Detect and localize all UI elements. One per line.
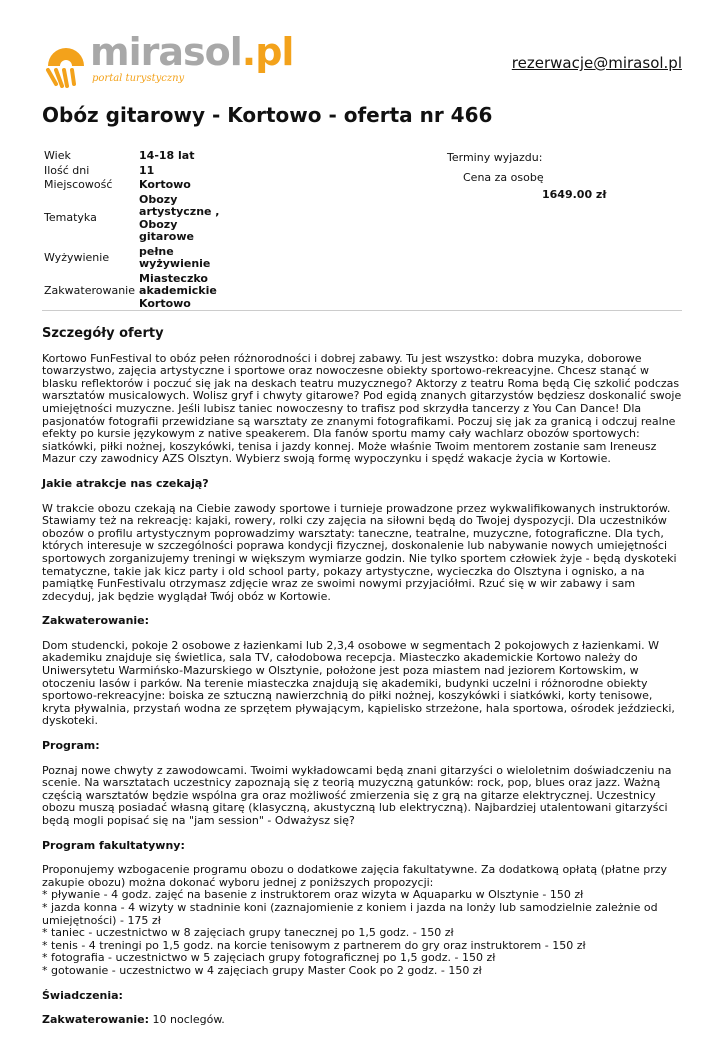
optional-program-heading: Program fakultatywny:	[42, 838, 185, 852]
info-row	[42, 149, 233, 164]
benefits-accommodation-value: 10 noclegów.	[149, 1013, 225, 1027]
optional-item: * jazda konna - 4 wizyty w stadninie koni (zaznajomienie z koniem i jazda na lonży lub samodzielnie zależnie od umiejętności) - 175 zł	[42, 900, 658, 927]
price-label: Cena za osobę	[463, 171, 544, 184]
info-value-days: 11	[139, 163, 155, 177]
sun-logo-icon	[42, 40, 90, 88]
info-label-accommodation: Zakwaterowanie	[44, 284, 136, 297]
mirasol-logo[interactable]	[42, 30, 294, 92]
logo-wordmark	[90, 30, 293, 74]
email-link[interactable]: rezerwacje@mirasol.pl	[511, 54, 682, 72]
logo-name: mirasol	[90, 30, 242, 74]
accommodation-paragraph: Dom studencki, pokoje 2 osobowe z łazienkami lub 2,3,4 osobowe w segmentach 2 pokojowych z łazienkami. W akademiku znajduje się świetlica, sala TV, całodobowa recepcja. Miasteczko akademickie Kortowo należy do Uniwersytetu Warmińsko-Mazurskiego w Olsztynie, położone jest poza miastem nad jeziorem Kortowskim, w otoczeniu lasów i parków. Na terenie miasteczka znajdują się akademiki, budynki uczelni i różnorodne obiekty sportowo-rekreacyjne: boiska ze sztuczną nawierzchnią do piłki nożnej, koszykówki i siatkówki, korty tenisowe, kryta pływalnia, przystań wodna ze sprzętem pływającym, kąpielisko strzeżone, hala sportowa, ośrodek jeździecki, dyskoteki.	[42, 638, 675, 728]
attractions-paragraph: W trakcie obozu czekają na Ciebie zawody sportowe i turnieje prowadzone przez wykwalifikowanych instruktorów. Stawiamy też na rekreację: kajaki, rowery, rolki czy zajęcia na siłowni będą do Twojej dyspozycji. Dla uczestników obozów o profilu artystycznym poprowadzimy warsztaty: taneczne, teatralne, muzyczne, fotograficzne. Dla tych, których interesuje w szczególności poprawa kondycji fizycznej, doskonalenie lub nabywanie nowych umiejętności sportowych zorganizujemy treningi w większym wymiarze godzin. Nie tylko sportem człowiek żyje - będą dyskoteki tematyczne, takie jak kicz party i old school party, pokazy artystyczne, wycieczka do Olsztyna i ognisko, a na pamiątkę FunFestivalu otrzymasz zdjęcie wraz ze swoimi nowymi przyjaciółmi. Rzuć się w wir zabawy i sam zdecyduj, jak będzie wyglądał Twój obóz w Kortowie.	[42, 501, 677, 603]
section-divider	[42, 310, 682, 311]
offer-details	[42, 328, 684, 1039]
benefits-accommodation	[42, 1014, 684, 1027]
info-label-days: Ilość dni	[44, 163, 90, 177]
departure-terms-label: Terminy wyjazdu:	[447, 151, 543, 164]
info-row	[42, 178, 233, 193]
info-value-board: pełne wyżywienie	[139, 244, 211, 270]
page-title: Obóz gitarowy - Kortowo - oferta nr 466	[42, 103, 493, 127]
optional-item: * pływanie - 4 godz. zajęć na basenie z instruktorem oraz wizyta w Aquaparku w Olsztynie - 150 zł	[42, 888, 584, 902]
optional-program-intro: Proponujemy wzbogacenie programu obozu o dodatkowe zajęcia fakultatywne. Za dodatkową opłatą (płatne przy zakupie obozu) można dokonać wyboru jednej z poniższych propozycji:	[42, 863, 668, 889]
program-paragraph: Poznaj nowe chwyty z zawodowcami. Twoimi wykładowcami będą znani gitarzyści o wieloletnim doświadczeniu na scenie. Na warsztatach uczestnicy zapoznają się z teorią muzyczną gatunków: rock, pop, blues oraz jazz. Ważną częścią warsztatów będzie wspólna gra oraz możliwość zmierzenia się z grą na gitarze elektrycznej. Uczestnicy obozu muszą posiadać własną gitarę (klasyczną, akustyczną lub elektryczną). Najbardziej utalentowani gitarzyści będą mogli popisać się na "jam session" - Odważysz się?	[42, 763, 672, 827]
optional-item: * taniec - uczestnictwo w 8 zajęciach grupy tanecznej po 1,5 godz. - 150 zł	[42, 926, 454, 940]
info-value-theme: Obozy artystyczne , Obozy gitarowe	[139, 192, 220, 243]
info-row	[42, 245, 233, 272]
info-label-place: Miejscowość	[44, 178, 113, 191]
intro-paragraph: Kortowo FunFestival to obóz pełen różnorodności i dobrej zabawy. Tu jest wszystko: dobra muzyka, doborowe towarzystwo, zajęcia artystyczne i sportowe oraz nowoczesne obiekty sportowo-rekreacyjne. Chcesz stanąć w blasku reflektorów i poczuć się jak na deskach teatru muzycznego? Aktorzy z teatru Roma będą Cię szkolić podczas warsztatów musicalowych. Wolisz gryf i chwyty gitarowe? Pod egidą znanych gitarzystów będziesz doskonalić swoje umiejętności muzyczne. Jeśli lubisz taniec nowoczesny to trafisz pod skrzydła tancerzy z You Can Dance! Dla pasjonatów fotografii przewidziane są warsztaty ze znanymi fotografikami. Poczuj się jak za granicą i odczuj realne efekty po kursie językowym z native speakerem. Dla fanów sportu mamy cały wachlarz obozów sportowych: siatkówki, piłki nożnej, koszykówki, tenisa i jazdy konnej. Może właśnie Twoim mentorem zostanie sam Ireneusz Mazur czy zawodnicy AZS Olsztyn. Wybierz swoją formę wypoczynku i spędź wakacje życia w Kortowie.	[42, 351, 682, 466]
info-label-board: Wyżywienie	[44, 250, 110, 264]
info-label-age: Wiek	[44, 149, 71, 162]
benefits-accommodation-label: Zakwaterowanie:	[42, 1013, 150, 1027]
optional-program-block	[42, 864, 684, 977]
info-row	[42, 272, 233, 312]
info-value-place: Kortowo	[139, 178, 191, 191]
info-row	[42, 164, 233, 179]
info-value-accommodation: Miasteczko akademickie Kortowo	[139, 271, 217, 310]
logo-domain: .pl	[241, 30, 294, 74]
benefits-heading: Świadczenia:	[42, 988, 123, 1002]
info-row	[42, 193, 233, 245]
attractions-heading: Jakie atrakcje nas czekają?	[42, 476, 209, 490]
offer-info-table	[42, 149, 233, 311]
logo-tagline: portal turystyczny	[92, 73, 185, 84]
page-header	[42, 30, 682, 96]
info-value-age: 14-18 lat	[139, 149, 195, 162]
optional-item: * tenis - 4 treningi po 1,5 godz. na korcie tenisowym z partnerem do gry oraz instruktorem - 150 zł	[42, 938, 586, 952]
details-heading: Szczegóły oferty	[42, 326, 164, 341]
optional-item: * gotowanie - uczestnictwo w 4 zajęciach grupy Master Cook po 2 godz. - 150 zł	[42, 963, 482, 977]
accommodation-heading: Zakwaterowanie:	[42, 614, 150, 628]
info-label-theme: Tematyka	[44, 211, 97, 225]
price-value: 1649.00 zł	[542, 188, 607, 201]
optional-item: * fotografia - uczestnictwo w 5 zajęciach grupy fotograficznej po 1,5 godz. - 150 zł	[42, 951, 496, 965]
offer-info	[42, 149, 682, 309]
program-heading: Program:	[42, 739, 100, 753]
